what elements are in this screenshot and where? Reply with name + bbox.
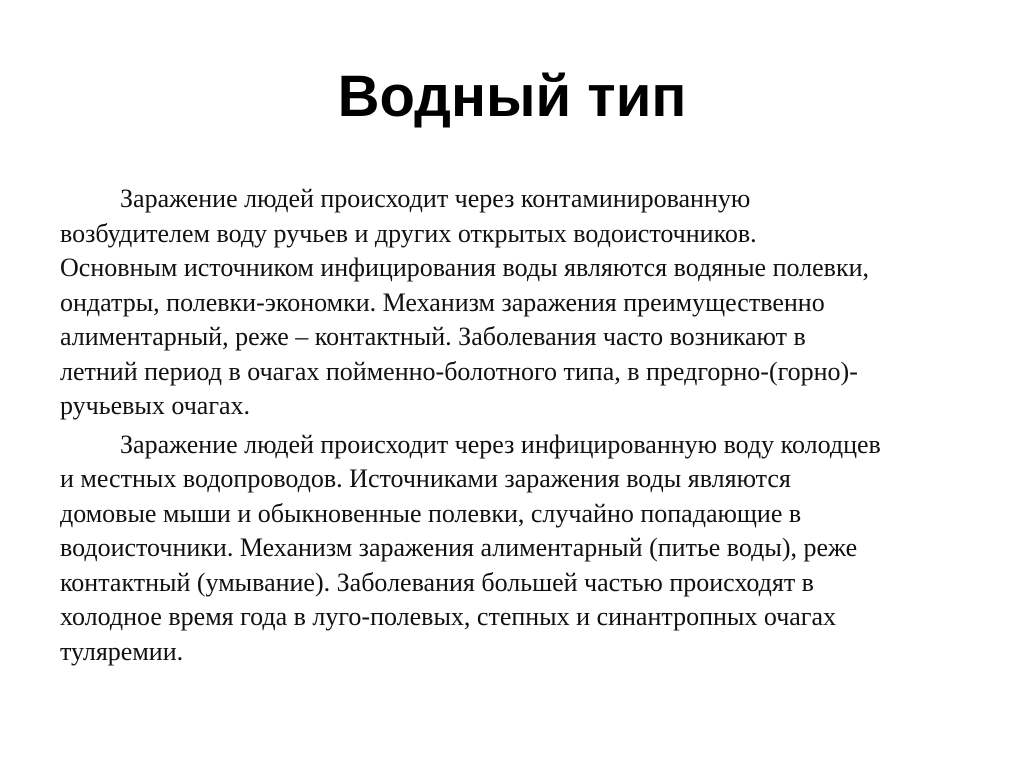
- paragraph-2-line: водоисточники. Механизм заражения алиментарный (питье воды), реже: [60, 533, 858, 562]
- slide-body: [60, 182, 970, 669]
- paragraph-2-line: Заражение людей происходит через инфицированную воду колодцев: [120, 429, 881, 459]
- paragraph-2-line: домовые мыши и обыкновенные полевки, случайно попадающие в: [60, 498, 802, 528]
- paragraph-2-line: холодное время года в луго-полевых, степных и синантропных очагах: [60, 602, 837, 631]
- paragraph-2-line: туляремии.: [60, 636, 184, 666]
- paragraph-1-line: Заражение людей происходит через контаминированную: [120, 184, 751, 213]
- paragraph-1-line: ондатры, полевки-экономки. Механизм заражения преимущественно: [60, 287, 825, 317]
- paragraph-2: [60, 428, 970, 670]
- slide-title: Водный тип: [337, 64, 687, 129]
- paragraph-1-line: Основным источником инфицирования воды являются водяные полевки,: [60, 253, 869, 282]
- paragraph-1-line: алиментарный, реже – контактный. Заболевания часто возникают в: [60, 322, 806, 351]
- paragraph-1-line: ручьевых очагах.: [60, 391, 251, 420]
- paragraph-1: [60, 182, 970, 424]
- paragraph-2-line: и местных водопроводов. Источниками заражения воды являются: [60, 464, 791, 493]
- paragraph-1-line: возбудителем воду ручьев и других открытых водоисточников.: [60, 218, 757, 248]
- paragraph-2-line: контактный (умывание). Заболевания большей частью происходят в: [60, 567, 814, 597]
- paragraph-1-line: летний период в очагах пойменно-болотного типа, в предгорно-(горно)-: [60, 356, 858, 386]
